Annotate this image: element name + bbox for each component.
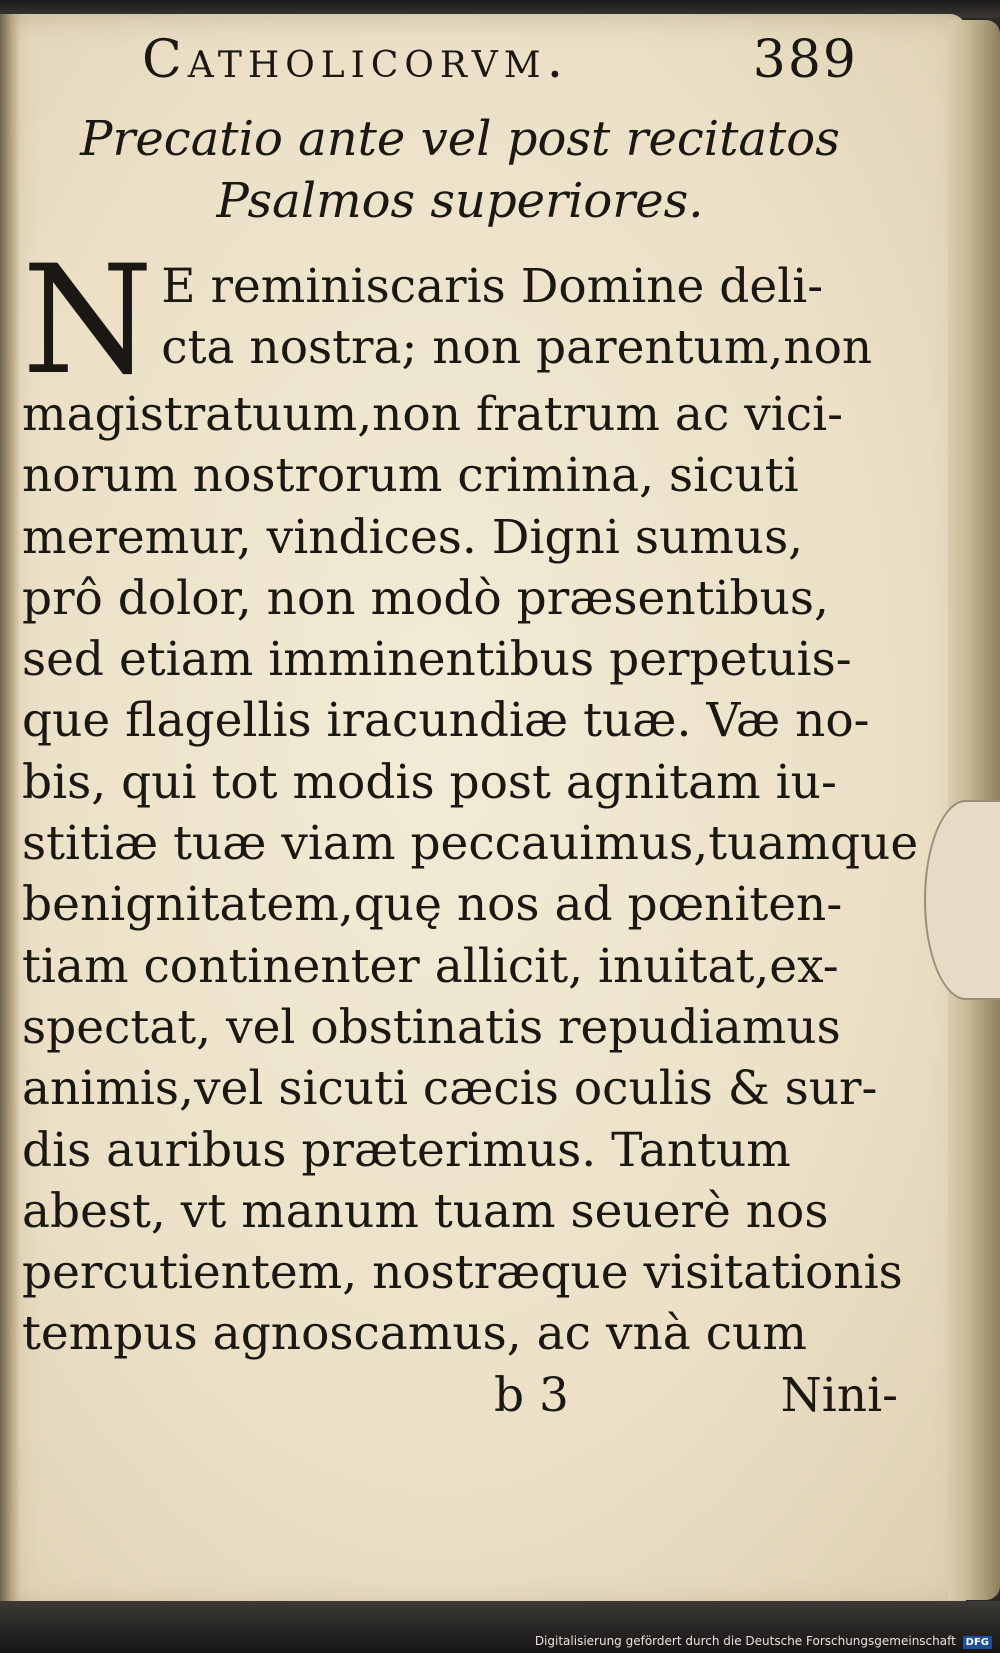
title-line: Precatio ante vel post recitatos [80, 111, 840, 167]
page-gutter [0, 14, 20, 1610]
text-line: meremur, vindices. Digni sumus, [22, 509, 804, 565]
running-head-title: Catholicorvm. [142, 30, 570, 90]
page-footer [22, 1365, 898, 1426]
signature-mark: b 3 [494, 1367, 569, 1423]
text-line: E reminiscaris Domine deli- [161, 259, 824, 314]
prayer-title [22, 108, 898, 232]
catchword: Nini- [780, 1367, 898, 1423]
page-number: 389 [752, 30, 858, 90]
text-line: benignitatem,quę nos ad pœniten- [22, 877, 843, 933]
digitization-credit [535, 1634, 992, 1649]
text-line: prô dolor, non modò præsentibus, [22, 570, 829, 626]
prayer-body [22, 234, 919, 1365]
book-clasp [924, 800, 1000, 1000]
dfg-logo: DFG [963, 1636, 992, 1649]
text-line: percutientem, nostræque visitationis [22, 1245, 903, 1301]
text-line: bis, qui tot modis post agnitam iu- [22, 754, 837, 810]
running-head [22, 30, 898, 90]
page-text-block [22, 30, 919, 1426]
text-line: cta nostra; non parentum,non [161, 320, 873, 376]
text-line: que flagellis iracundiæ tuæ. Væ no- [22, 693, 870, 749]
text-line: animis,vel sicuti cæcis oculis & sur- [22, 1061, 878, 1117]
text-line: sed etiam imminentibus perpetuis- [22, 632, 852, 688]
text-line: tiam continenter allicit, inuitat,ex- [22, 938, 839, 994]
text-line: dis auribus præterimus. Tantum [22, 1122, 791, 1178]
text-line: stitiæ tuæ viam peccauimus,tuamque [22, 816, 919, 872]
text-line: spectat, vel obstinatis repudiamus [22, 999, 841, 1055]
text-line: magistratuum,non fratrum ac vici- [22, 387, 844, 442]
text-line: abest, vt manum tuam seuerè nos [22, 1183, 829, 1239]
text-line: tempus agnoscamus, ac vnà cum [22, 1306, 807, 1362]
drop-cap: N [22, 234, 154, 408]
credit-text: Digitalisierung gefördert durch die Deutsche Forschungsgemeinschaft [534, 1634, 956, 1648]
title-line: Psalmos superiores. [216, 173, 704, 229]
text-line: norum nostrorum crimina, sicuti [22, 448, 799, 504]
